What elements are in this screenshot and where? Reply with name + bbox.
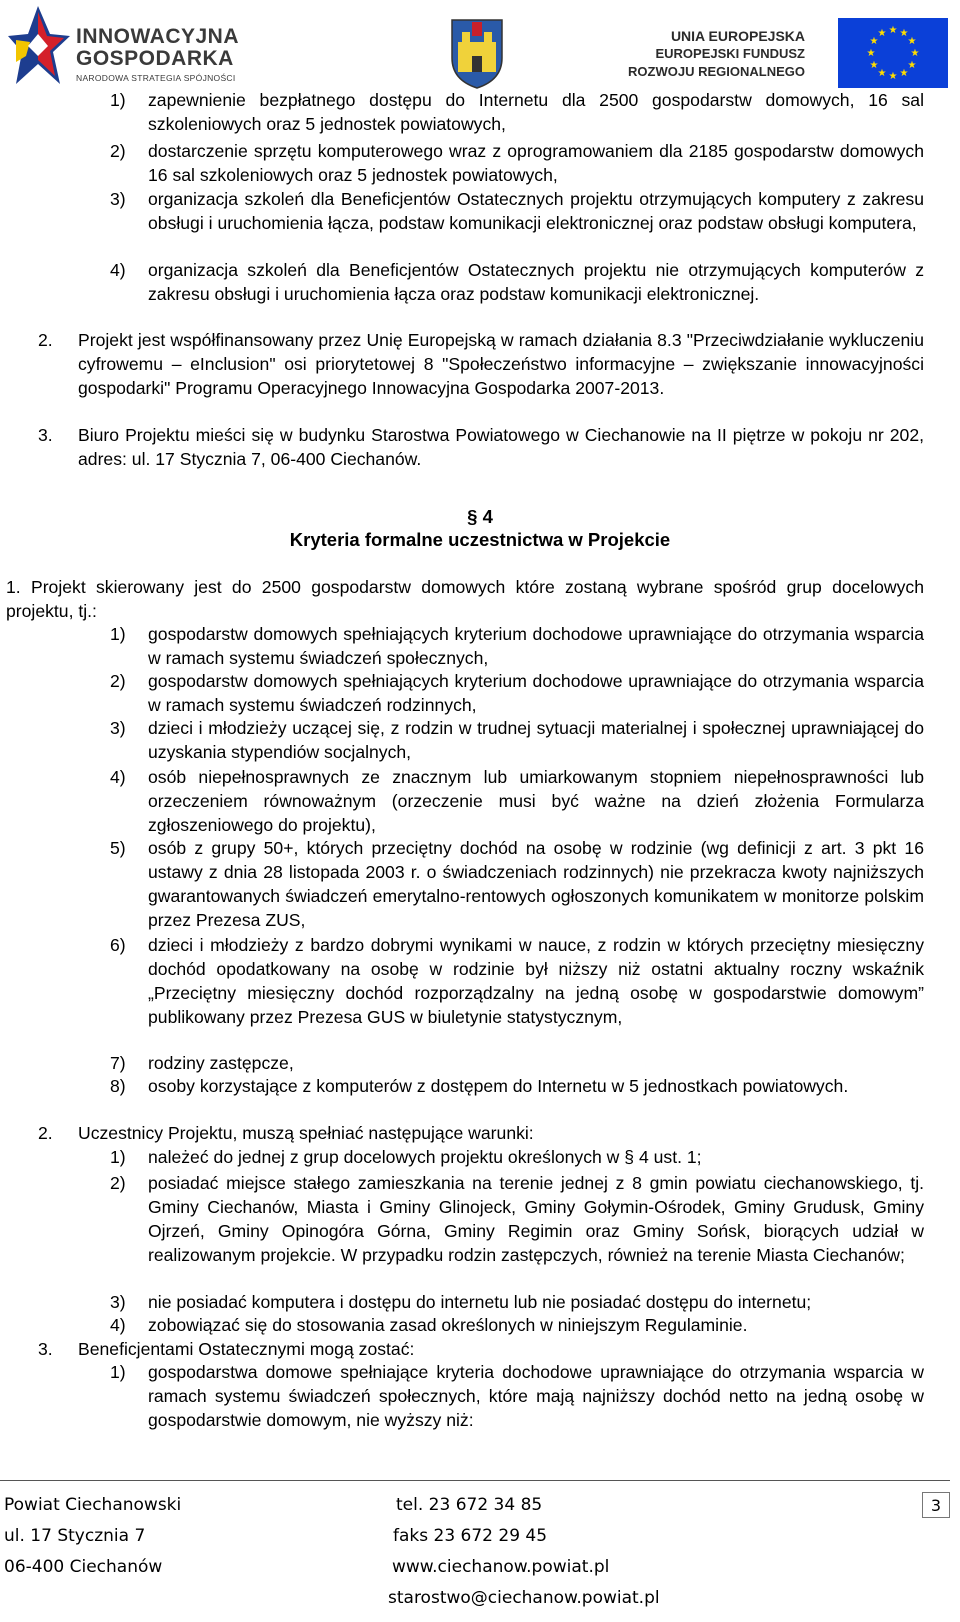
list-item-number: 4) [110,767,126,787]
point-number: 3. [38,425,53,445]
list-item-number: 6) [110,935,126,955]
list-item-text: osoby korzystające z komputerów z dostępem do Internetu w 5 jednostkach powiatowych. [148,1076,849,1096]
list-item-text: posiadać miejsce stałego zamieszkania na terenie jednej z 8 gmin powiatu ciechanowskiego, tj. Gminy Ciechanów, Miasta i Gminy Glinojeck, Gminy Gołymin-Ośrodek, Gminy Grudusk, Gminy Ojrzeń, Gminy Opinogóra Górna, Gminy Regimin oraz Gminy Sońsk, biorących udział w realizowanym projekcie. W przypadku rodzin zastępczych, również na terenie Miasta Ciechanów; [148,1173,924,1265]
list-item-text: gospodarstwa domowe spełniające kryteria dochodowe uprawniające do otrzymania wsparcia w ramach systemu świadczeń społecznych, które mają najniższy dochód netto na jedną osobę w gospodarstwie domowym, nie wyższy niż: [148,1362,924,1430]
innowacyjna-gospodarka-logo [8,6,258,86]
document-header [0,0,960,92]
list-item-number: 8) [110,1076,126,1096]
list-item-text: dzieci i młodzieży uczącej się, z rodzin w trudnej sytuacji materialnej i społecznej uprawniającej do uzyskania stypendiów socjalnych, [148,718,924,762]
footer-city: 06-400 Ciechanów [4,1557,163,1577]
svg-text:★: ★ [907,60,917,71]
list-item-number: 7) [110,1053,126,1073]
list-item-number: 1) [110,90,126,110]
list-item-number: 3) [110,189,126,209]
list-item-text: organizacja szkoleń dla Beneficjentów Ostatecznych projektu nie otrzymujących komputerów z zakresu obsługi i uruchomienia łącza oraz podstaw komunikacji elektronicznej. [148,260,924,304]
point-number: 2. [38,1123,53,1143]
svg-text:★: ★ [877,28,887,39]
list-item-text: nie posiadać komputera i dostępu do internetu lub nie posiadać dostępu do internetu; [148,1292,812,1312]
list-item-number: 2) [110,1173,126,1193]
svg-text:★: ★ [888,25,898,36]
list-item-number: 2) [110,671,126,691]
list-item-number: 2) [110,141,126,161]
svg-text:★: ★ [910,48,920,59]
list-item-text: gospodarstw domowych spełniających kryterium dochodowe uprawniające do otrzymania wsparcia w ramach systemu świadczeń rodzinnych, [148,671,924,715]
svg-text:★: ★ [869,36,879,47]
svg-text:★: ★ [888,71,898,82]
ig-logo-line3: NARODOWA STRATEGIA SPÓJNOŚCI [76,73,236,83]
list-item-text: gospodarstw domowych spełniających kryterium dochodowe uprawniające do otrzymania wsparcia w ramach systemu świadczeń społecznych, [148,624,924,668]
page-number: 3 [922,1492,950,1518]
ciechanow-crest-icon [448,18,506,90]
footer-street: ul. 17 Stycznia 7 [4,1526,146,1546]
list-item-text: dostarczenie sprzętu komputerowego wraz z oprogramowaniem dla 2185 gospodarstw domowych 16 sal szkoleniowych oraz 5 jednostek powiatowych, [148,141,924,185]
intro-paragraph: 1. Projekt skierowany jest do 2500 gospodarstw domowych które zostaną wybrane spośród grup docelowych projektu, tj.: [6,577,924,621]
footer-fax: faks 23 672 29 45 [393,1526,548,1546]
footer-org: Powiat Ciechanowski [4,1495,182,1515]
list-item-text: organizacja szkoleń dla Beneficjentów Ostatecznych projektu otrzymujących komputery z zakresu obsługi i uruchomienia łącza, podstaw komunikacji elektronicznej oraz podstaw obsługi komputera, [148,189,924,233]
list-item-text: osób z grupy 50+, których przeciętny dochód na osobę w rodzinie (wg definicji z art. 3 pkt 16 ustawy z dnia 28 listopada 2003 r. o świadczeniach rodzinnych) nie przekracza kwoty najniższych gwarantowanych świadczeń emerytalno-rentowych ogłoszonych komunikatem w monitorze polskim przez Prezesa ZUS, [148,838,924,930]
list-item-number: 5) [110,838,126,858]
list-item-number: 1) [110,624,126,644]
point-number: 3. [38,1339,53,1359]
svg-text:★: ★ [877,68,887,79]
svg-text:★: ★ [869,60,879,71]
point-text: Biuro Projektu mieści się w budynku Starostwa Powiatowego w Ciechanowie na II piętrze w pokoju nr 202, adres: ul. 17 Stycznia 7, 06-400 Ciechanów. [78,425,924,469]
list-item-number: 1) [110,1362,126,1382]
list-item-text: zapewnienie bezpłatnego dostępu do Internetu dla 2500 gospodarstw domowych, 16 sal szkoleniowych oraz 5 jednostek powiatowych, [148,90,924,134]
ig-star-icon [8,6,70,86]
eu-line1: UNIA EUROPEJSKA [670,28,805,44]
eu-flag-icon [838,18,948,88]
list-item-text: osób niepełnosprawnych ze znacznym lub umiarkowanym stopniem niepełnosprawności lub orzeczeniem równoważnym (orzeczenie musi być ważne na dzień złożenia Formularza zgłoszeniowego do projektu), [148,767,924,835]
footer-email-link[interactable]: starostwo@ciechanow.powiat.pl [388,1588,660,1608]
eu-line2: EUROPEJSKI FUNDUSZ [655,46,805,61]
footer-tel: tel. 23 672 34 85 [396,1495,543,1515]
section-number: § 4 [467,506,493,527]
svg-text:★: ★ [907,36,917,47]
list-item-text: rodziny zastępcze, [148,1053,294,1073]
list-item-number: 4) [110,260,126,280]
eu-line3: ROZWOJU REGIONALNEGO [628,64,805,79]
ig-logo-line1: INNOWACYJNA [76,25,240,48]
list-item-number: 3) [110,718,126,738]
document-footer [0,1480,960,1622]
list-item-number: 3) [110,1292,126,1312]
list-item-number: 4) [110,1315,126,1335]
svg-text:★: ★ [866,48,876,59]
svg-text:★: ★ [899,68,909,79]
svg-text:★: ★ [899,28,909,39]
point-text: Projekt jest współfinansowany przez Unię Europejską w ramach działania 8.3 "Przeciwdziałanie wykluczeniu cyfrowemu – eInclusion" osi priorytetowej 8 "Społeczeństwo informacyjne – zwiększanie innowacyjności gospodarki" Programu Operacyjnego Innowacyjna Gospodarka 2007-2013. [78,330,924,398]
footer-divider [0,1480,950,1481]
list-item-text: zobowiązać się do stosowania zasad określonych w niniejszym Regulaminie. [148,1315,748,1335]
list-item-text: należeć do jednej z grup docelowych projektu określonych w § 4 ust. 1; [148,1147,702,1167]
list-item-text: dzieci i młodzieży z bardzo dobrymi wynikami w nauce, z rodzin w których przeciętny miesięczny dochód opodatkowany na osobę w rodzinie był niższy niż ostatni aktualny roczny wskaźnik „Przeciętny miesięczny dochód rozporządzalny na jedną osobę w gospodarstwie domowym” publikowany przez Prezesa GUS w biuletynie statystycznym, [148,935,924,1027]
footer-www-link[interactable]: www.ciechanow.powiat.pl [392,1557,610,1577]
list-item-number: 1) [110,1147,126,1167]
section-title: Kryteria formalne uczestnictwa w Projekcie [289,529,671,550]
point-number: 2. [38,330,53,350]
point-text: Beneficjentami Ostatecznymi mogą zostać: [78,1339,415,1359]
ig-logo-line2: GOSPODARKA [76,47,234,70]
point-text: Uczestnicy Projektu, muszą spełniać następujące warunki: [78,1123,534,1143]
